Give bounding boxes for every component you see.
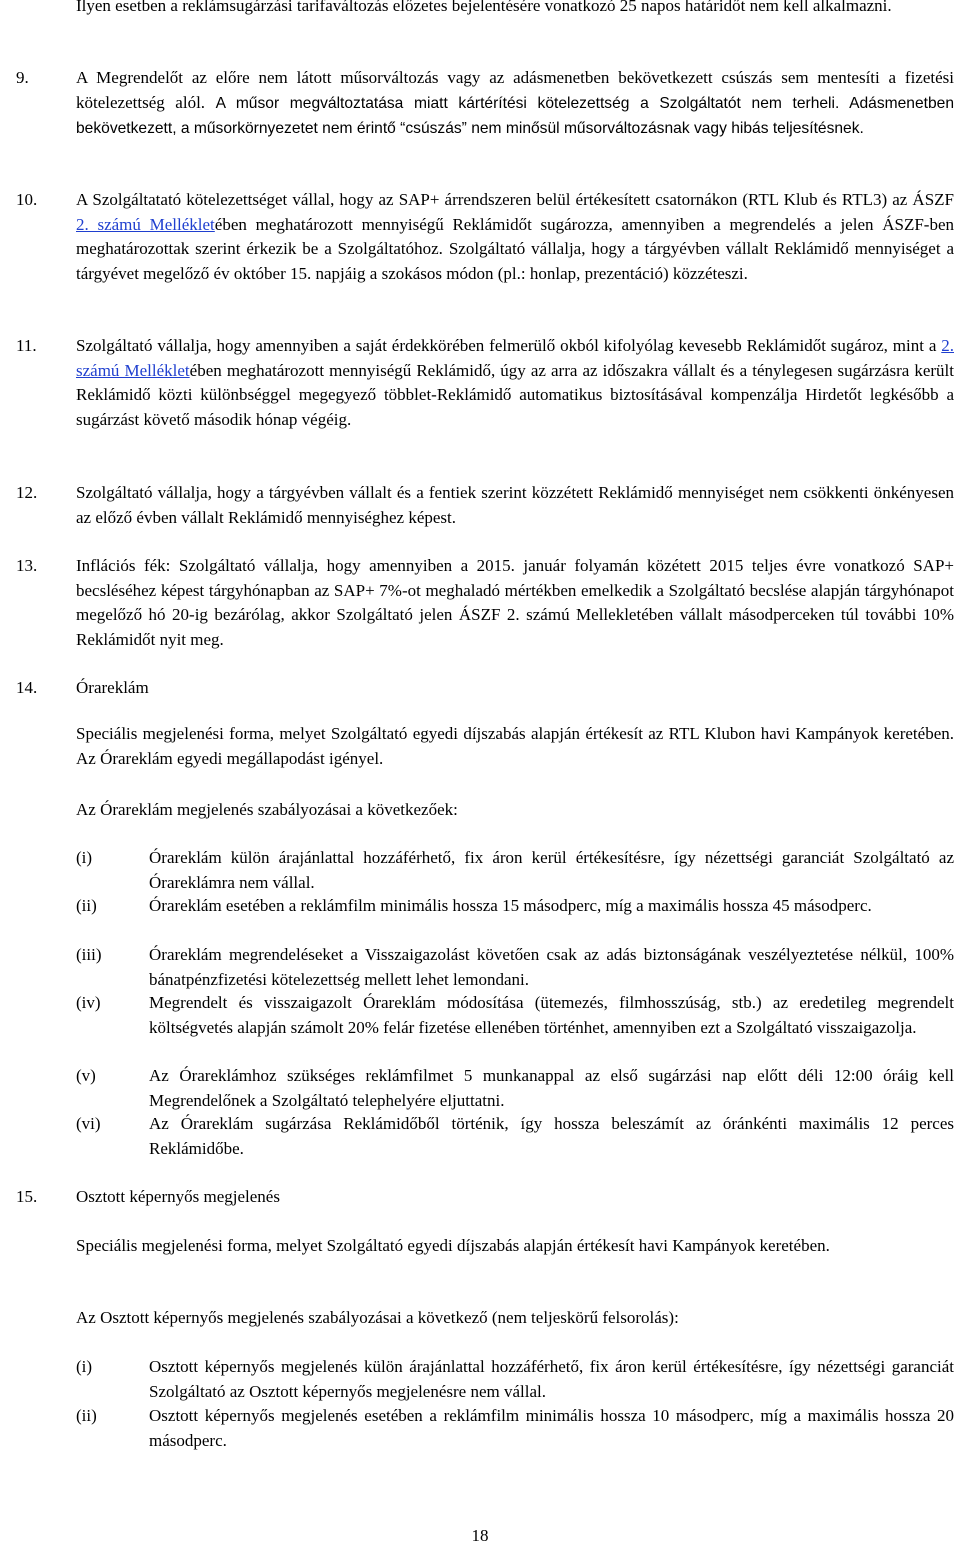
item-13-number: 13. — [16, 556, 38, 575]
item-11-text-a: Szolgáltató vállalja, hogy amennyiben a saját érdekkörében felmerülő okból kifolyólag kevesebb Reklámidőt sugároz, mint a — [76, 336, 942, 355]
list-item: Órareklám megrendeléseket a Visszaigazolást követően csak az adás biztonságának veszélyeztetése nélkül, 100% bánatpénzfizetési kötelezettség mellett lehet lemondani. — [149, 945, 954, 989]
item-11-number: 11. — [16, 336, 37, 355]
annex-2-link[interactable]: 2. számú Melléklet — [76, 214, 215, 234]
section-14-description: Speciális megjelenési forma, melyet Szolgáltató egyedi díjszabás alapján értékesít az RTL Klubon havi Kampányok keretében. Az Órareklám egyedi megállapodást igényel. — [76, 724, 954, 768]
item-10-text-a: A Szolgáltatató kötelezettséget vállal, hogy az SAP+ árrendszeren belül értékesített csatornákon (RTL Klub és RTL3) az ÁSZF — [76, 190, 954, 209]
item-11-text-b: ében meghatározott mennyiségű Reklámidő, úgy az arra az időszakra vállalt és a ténylegesen sugárzásra került Reklámidő közti különbséggel megegyező többlet-Reklámidő automatikus biztosításával kompenzálja Hirdetőt legkésőbb a sugárzást követő második hónap végéig. — [76, 360, 954, 429]
item-15-number: 15. — [16, 1187, 38, 1206]
item-10-text-b: ében meghatározott mennyiségű Reklámidőt sugározza, amennyiben a megrendelés a jelen ÁSZF-ben meghatározottak szerint érkezik be a Szolgáltatóhoz. Szolgáltató vállalja, hogy a tárgyévben vállalt Reklámidő mennyiséget a tárgyévet megelőző év október 15. napjáig a szokásos módon (pl.: honlap, prezentáció) közzéteszi. — [76, 214, 955, 283]
item-10-number: 10. — [16, 190, 38, 209]
list-item-label: (iii) — [76, 945, 102, 964]
list-item: Osztott képernyős megjelenés esetében a reklámfilm minimális hossza 10 másodperc, míg a maximális hossza 20 másodperc. — [149, 1406, 954, 1450]
item-10-paragraph — [76, 188, 954, 286]
list-item: Órareklám külön árajánlattal hozzáférhető, fix áron kerül értékesítésre, így nézettségi garanciát Szolgáltató az Órareklámra nem vállal. — [149, 848, 954, 892]
list-item-label: (i) — [76, 848, 93, 867]
annex-2-link[interactable]: 2. számú Melléklet — [76, 336, 954, 380]
item-13-paragraph: Inflációs fék: Szolgáltató vállalja, hogy amennyiben a 2015. január folyamán közétett 2015 teljes évre vonatkozó SAP+ becsléséhez képest tárgyhónapban az SAP+ 7%-ot meghaladó mértékben emelkedik a Szolgáltató becslése alapján tárgyhónapot megelőző hó 20-ig bezárólag, akkor Szolgáltató jelen ÁSZF 2. számú Mellekletében vállalt másodperceken túl további 10% Reklámidőt nyit meg. — [76, 556, 954, 649]
list-item-label: (ii) — [76, 1406, 97, 1425]
intro-paragraph: Ilyen esetben a reklámsugárzási tarifaváltozás előzetes bejelentésére vonatkozó 25 napos határidőt nem kell alkalmazni. — [76, 0, 892, 15]
list-item-label: (iv) — [76, 993, 101, 1012]
item-11-paragraph — [76, 334, 954, 432]
item-9-text-b: A műsor megváltoztatása miatt kártérítési kötelezettség a Szolgáltatót nem terheli. Adásmenetben bekövetkezett, a műsorkörnyezetet nem érintő “csúszás” nem minősül műsorváltozásnak vagy hibás teljesítésnek. — [76, 94, 955, 137]
section-14-title: Órareklám — [76, 678, 149, 697]
page-number: 18 — [471, 1526, 489, 1545]
section-15-description: Speciális megjelenési forma, melyet Szolgáltató egyedi díjszabás alapján értékesít havi Kampányok keretében. — [76, 1236, 830, 1255]
list-item-label: (v) — [76, 1066, 96, 1085]
list-item: Az Órareklámhoz szükséges reklámfilmet 5 munkanappal az első sugárzási nap előtt déli 12:00 óráig kell Megrendelőnek a Szolgáltató telephelyére eljuttatni. — [149, 1066, 954, 1110]
list-item: Órareklám esetében a reklámfilm minimális hossza 15 másodperc, míg a maximális hossza 45 másodperc. — [149, 896, 872, 915]
item-9-paragraph — [76, 66, 954, 142]
section-14-rules-intro: Az Órareklám megjelenés szabályozásai a következőek: — [76, 800, 458, 819]
list-item-label: (i) — [76, 1357, 93, 1376]
list-item: Megrendelt és visszaigazolt Órareklám módosítása (ütemezés, filmhosszúság, stb.) az eredetileg megrendelt költségvetés alapján számolt 20% felár fizetése ellenében történhet, amennyiben ezt a Szolgáltató visszaigazolja. — [149, 993, 954, 1037]
item-14-number: 14. — [16, 678, 38, 697]
list-item: Osztott képernyős megjelenés külön árajánlattal hozzáférhető, fix áron kerül értékesítésre, így nézettségi garanciát Szolgáltató az Osztott képernyős megjelenésre nem vállal. — [149, 1357, 954, 1401]
section-15-title: Osztott képernyős megjelenés — [76, 1187, 280, 1206]
item-9-text-a: A Megrendelőt az előre nem látott műsorváltozás vagy az adásmenetben bekövetkezett csúszás sem mentesíti a fizetési kötelezettség alól. — [76, 68, 954, 112]
section-15-rules-intro: Az Osztott képernyős megjelenés szabályozásai a következő (nem teljeskörű felsorolás): — [76, 1308, 679, 1327]
item-12-paragraph: Szolgáltató vállalja, hogy a tárgyévben vállalt és a fentiek szerint közzétett Reklámidő mennyiséget nem csökkenti önkényesen az előző évben vállalt Reklámidő mennyiséghez képest. — [76, 483, 954, 527]
item-9-number: 9. — [16, 68, 29, 87]
list-item: Az Órareklám sugárzása Reklámidőből történik, így hossza beleszámít az óránkénti maximális 12 perces Reklámidőbe. — [149, 1114, 954, 1158]
list-item-label: (vi) — [76, 1114, 101, 1133]
list-item-label: (ii) — [76, 896, 97, 915]
item-12-number: 12. — [16, 483, 38, 502]
